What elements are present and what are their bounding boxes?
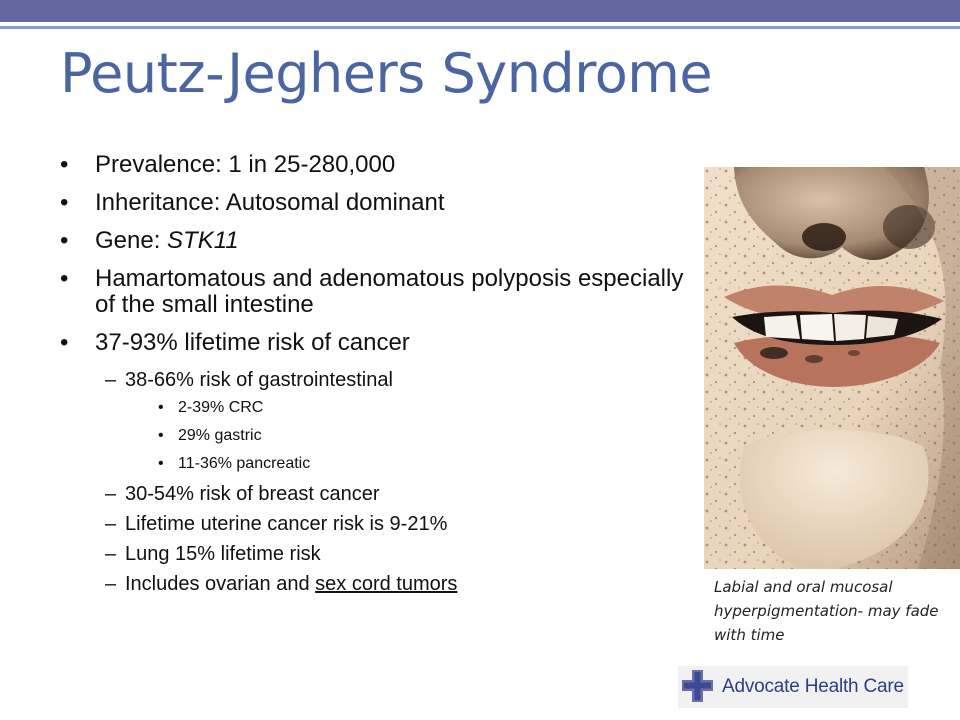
slide-title: Peutz-Jeghers Syndrome	[60, 42, 713, 105]
advocate-cross-logo-icon	[680, 668, 716, 706]
bullet-gene-prefix: Gene:	[95, 227, 168, 254]
sub-bullet-breast-risk: – 30-54% risk of breast cancer	[60, 482, 700, 506]
top-accent-bar	[0, 0, 960, 22]
bullet-prevalence: • Prevalence: 1 in 25-280,000	[60, 152, 700, 178]
advocate-logo	[678, 666, 908, 708]
bullet-polyposis: • Hamartomatous and adenomatous polyposis especially of the small intestine	[60, 266, 700, 318]
bullet-cancer-risk: • 37-93% lifetime risk of cancer	[60, 330, 700, 356]
sub-bullet-ovarian	[60, 572, 700, 596]
image-caption: Labial and oral mucosal hyperpigmentation- may fade with time	[714, 578, 939, 644]
bullet-list	[60, 152, 700, 602]
logo-text: Advocate Health Care	[722, 676, 904, 697]
sub-bullet-ovarian-prefix: Includes ovarian and	[125, 573, 316, 595]
sub-sub-bullet-pancreatic: • 11-36% pancreatic	[60, 454, 700, 474]
sub-bullet-lung-risk: – Lung 15% lifetime risk	[60, 542, 700, 566]
sub-sub-bullet-gastric: • 29% gastric	[60, 426, 700, 446]
sub-bullet-gi-risk: – 38-66% risk of gastrointestinal	[60, 368, 700, 392]
bullet-gene	[60, 228, 700, 254]
gene-name: STK11	[167, 227, 239, 254]
sub-sub-bullet-crc: • 2-39% CRC	[60, 398, 700, 418]
bullet-inheritance: • Inheritance: Autosomal dominant	[60, 190, 700, 216]
top-accent-line	[0, 26, 960, 29]
lip-hyperpigmentation-photo	[704, 167, 960, 569]
sub-bullet-uterine-risk: – Lifetime uterine cancer risk is 9-21%	[60, 512, 700, 536]
sex-cord-tumors-link[interactable]: sex cord tumors	[315, 573, 458, 595]
